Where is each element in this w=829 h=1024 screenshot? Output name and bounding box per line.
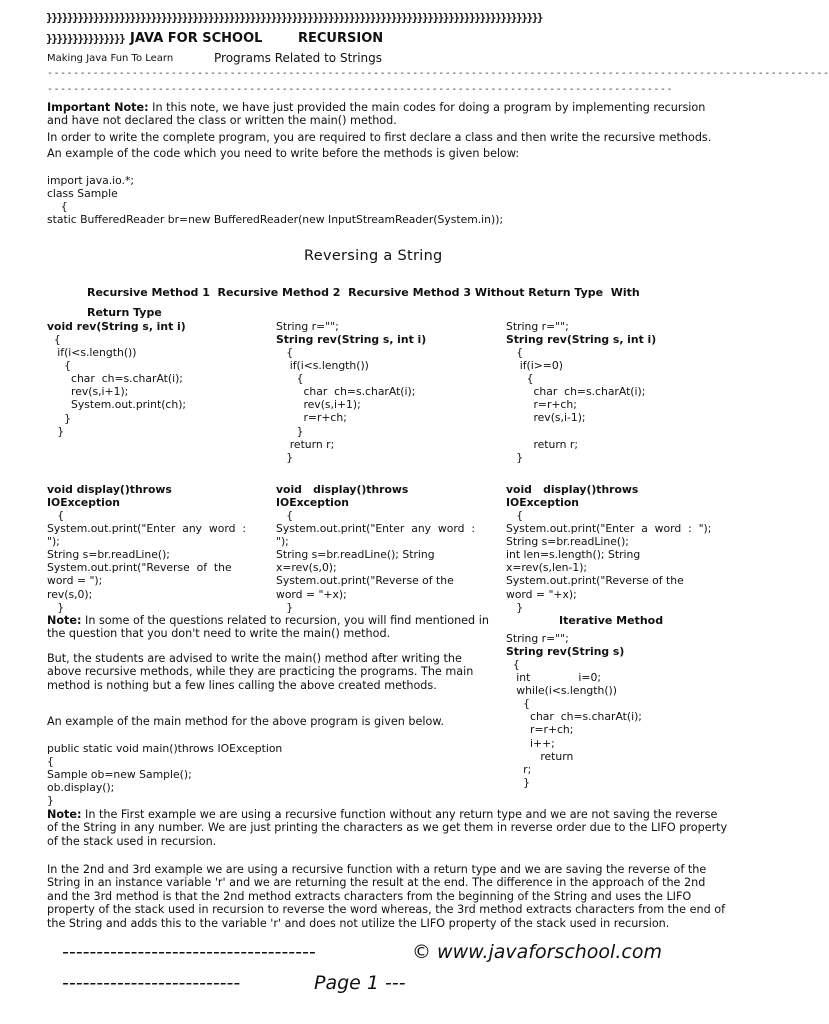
sample-class-code: import java.io.*; class Sample { static BufferedReader br=new BufferedReader(new InputStreamReader(System.in)); (47, 174, 504, 227)
note-label: Note: (47, 808, 82, 821)
columns-header-continued: Return Type (87, 306, 162, 319)
decorative-brace-line: }}}}}}}}}}}}}}}}}}}}}}}}}}}}}}}}}}}}}}}}}}}}}}}}}}}}}}}}}}}}}}}}}}}}}}}}}}}}}}}}}}}}}}}}}}}}}}} (46, 11, 543, 24)
page-number: Page 1 --- (314, 972, 406, 994)
iterative-field: String r=""; (506, 632, 569, 645)
method2-display-body: { System.out.print("Enter any word : "); String s=br.readLine(); String x=rev(s,0); System.out.print("Reverse of the word = "+x); } (276, 509, 475, 614)
important-note-text: In this note, we have just provided the main codes for doing a program by implementing recursion and have not declared the class or written the main() method. (47, 101, 706, 128)
note-label: Note: (47, 614, 82, 627)
note-explanation-paragraph: In the 2nd and 3rd example we are using a recursive function with a return type and we are saving the reverse of the String in an instance variable 'r' and we are returning the result at the end. The difference in the approach of the 2nd and the 3rd method is that the 2nd method extracts characters from the beginning of the String and uses the LIFO property of the stack used in recursion to reverse the word whereas, the 3rd method extracts characters from the end of the String and adds this to the variable 'r' and does not utilize the LIFO property of the stack used in recursion. (47, 863, 726, 930)
columns-header: Recursive Method 1 Recursive Method 2 Recursive Method 3 Without Return Type With (87, 286, 640, 299)
topic-title: RECURSION (298, 31, 384, 46)
method2-body: { if(i<s.length()) { char ch=s.charAt(i); rev(s,i+1); r=r+ch; } return r; } (286, 346, 416, 464)
method3-display-body: { System.out.print("Enter a word : "); String s=br.readLine(); int len=s.length(); String x=rev(s,len-1); System.out.print("Reverse of the word = "+x); } (506, 509, 712, 614)
main-method-code: public static void main()throws IOException { Sample ob=new Sample(); ob.display(); } (47, 742, 283, 808)
method1-display-body: { System.out.print("Enter any word : "); String s=br.readLine(); System.out.print("Reverse of the word = "); rev(s,0); } (47, 509, 246, 614)
subtitle: Programs Related to Strings (214, 51, 383, 65)
method3-display-signature: void display()throws IOException (506, 483, 639, 510)
method3-body: { if(i>=0) { char ch=s.charAt(i); r=r+ch; rev(s,i-1); return r; } (516, 346, 646, 464)
method2-display-signature: void display()throws IOException (276, 483, 409, 510)
decorative-brace-prefix: }}}}}}}}}}}}}}} (46, 32, 125, 45)
footer-dashes: -------------------------- (62, 972, 241, 994)
method2-signature: String rev(String s, int i) (276, 333, 427, 346)
note-paragraph: An example of the main method for the above program is given below. (47, 715, 445, 728)
method1-body: { if(i<s.length()) { char ch=s.charAt(i); rev(s,i+1); System.out.print(ch); } } (53, 333, 187, 438)
section-title: Reversing a String (304, 248, 443, 264)
note-main-method (47, 614, 499, 641)
important-note-line: In order to write the complete program, you are required to first declare a class and then write the recursive methods. (47, 131, 712, 144)
note-text: In the First example we are using a recursive function without any return type and we are not saving the reverse of the String in any number. We are just printing the characters as we get them in reverse order due to the LIFO property of the stack used in recursion. (47, 808, 728, 848)
method3-signature: String rev(String s, int i) (506, 333, 657, 346)
note-explanation (47, 808, 729, 848)
iterative-signature: String rev(String s) (506, 645, 625, 658)
note-paragraph: But, the students are advised to write the main() method after writing the above recursive methods, while they are practicing the programs. The main method is nothing but a few lines calling the above created methods. (47, 652, 474, 692)
method2-field: String r=""; (276, 320, 339, 333)
iterative-method-title: Iterative Method (559, 614, 664, 627)
footer-dashes: ------------------------------------- (62, 941, 316, 963)
divider-line: ------------------------------------------------------------------------------------------------ (47, 84, 673, 95)
important-note (47, 101, 727, 128)
brand-name: JAVA FOR SCHOOL (130, 31, 263, 46)
footer-copyright: © www.javaforschool.com (412, 941, 662, 963)
tagline: Making Java Fun To Learn (47, 53, 174, 64)
divider-line: ------------------------------------------------------------------------------------------------------------------------ (47, 68, 829, 79)
method1-signature: void rev(String s, int i) (47, 320, 186, 333)
important-note-line: An example of the code which you need to write before the methods is given below: (47, 147, 520, 160)
iterative-body: { int i=0; while(i<s.length()) { char ch=s.charAt(i); r=r+ch; i++; return r; } (512, 658, 642, 789)
method3-field: String r=""; (506, 320, 569, 333)
method1-display-signature: void display()throws IOException (47, 483, 172, 510)
important-note-label: Important Note: (47, 101, 149, 114)
note-text: In some of the questions related to recursion, you will find mentioned in the question that you don't need to write the main() method. (47, 614, 489, 641)
